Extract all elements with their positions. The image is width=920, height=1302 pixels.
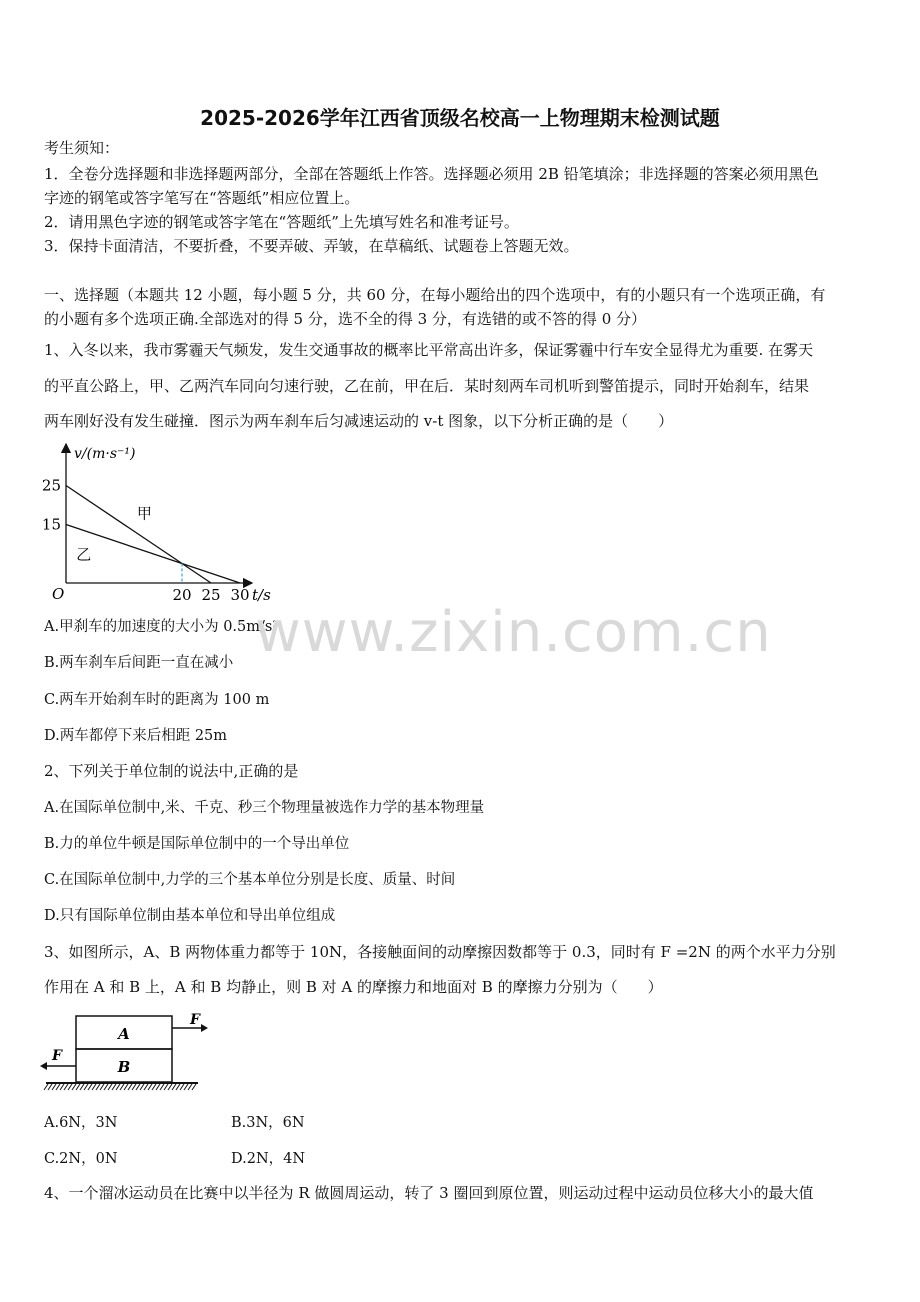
ground-hatch [84,1084,88,1090]
ground-hatch [176,1084,180,1090]
notice-line-3: 2．请用黑色字迹的钢笔或答字笔在“答题纸”上先填写姓名和准考证号。 [44,213,519,231]
q1-stem-line-3: 两车刚好没有发生碰撞．图示为两车刹车后匀减速运动的 v-t 图象，以下分析正确的是（ ） [44,412,674,430]
ground-hatch [88,1084,92,1090]
ground-hatch [156,1084,160,1090]
vt-chart [40,438,280,608]
y-tick-label: 15 [41,515,61,534]
notice-line-2: 字迹的钢笔或答字笔写在“答题纸”相应位置上。 [44,189,360,207]
q2-option-b: B.力的单位牛顿是国际单位制中的一个导出单位 [44,836,350,852]
notice-line-1: 1．全卷分选择题和非选择题两部分，全部在答题纸上作答。选择题必须用 2B 铅笔填涂；非选择题的答案必须用黑色 [44,165,819,183]
q2-option-a: A.在国际单位制中,米、千克、秒三个物理量被选作力学的基本物理量 [44,800,485,816]
series-label-1: 甲 [136,504,152,523]
page-title: 2025-2026学年江西省顶级名校高一上物理期末检测试题 [200,106,720,130]
series-label-2: 乙 [76,545,92,564]
ground-hatch [112,1084,116,1090]
ground-hatch [172,1084,176,1090]
watermark: www.zixin.com.cn [255,600,772,665]
block-b-label: B [117,1058,131,1076]
q1-option-d: D.两车都停下来后相距 25m [44,728,228,744]
y-axis-label: v/(m·s⁻¹) [74,446,136,462]
x-axis-label: t/s [252,586,271,604]
ground-hatch [52,1084,56,1090]
q2-stem: 2、下列关于单位制的说法中,正确的是 [44,762,299,780]
notice-line-4: 3．保持卡面清洁，不要折叠，不要弄破、弄皱，在草稿纸、试题卷上答题无效。 [44,237,579,255]
q3-stem-line-2: 作用在 A 和 B 上，A 和 B 均静止，则 B 对 A 的摩擦力和地面对 B 的摩擦力分别为（ ） [44,978,663,996]
ground-hatch [60,1084,64,1090]
ground-hatch [72,1084,76,1090]
ground-hatch [76,1084,80,1090]
ground-hatch [136,1084,140,1090]
series-line-1 [66,486,211,584]
ground-hatch [100,1084,104,1090]
q1-option-c: C.两车开始刹车时的距离为 100 m [44,692,270,708]
ground-hatch [80,1084,84,1090]
ground-hatch [92,1084,96,1090]
q3-option-a: A.6N，3N [44,1115,118,1131]
q3-stem-line-1: 3、如图所示，A、B 两物体重力都等于 10N，各接触面间的动摩擦因数都等于 0.3，同时有 F =2N 的两个水平力分别 [44,943,836,961]
ground-hatch [116,1084,120,1090]
q3-option-d: D.2N，4N [231,1151,306,1167]
q3-option-b: B.3N，6N [231,1115,305,1131]
ground-hatch [56,1084,60,1090]
q1-option-b: B.两车刹车后间距一直在减小 [44,655,234,671]
ground-hatch [124,1084,128,1090]
ground-hatch [164,1084,168,1090]
y-tick-label: 25 [41,476,61,495]
section-heading-line-2: 的小题有多个选项正确.全部选对的得 5 分，选不全的得 3 分，有选错的或不答的得 0 分） [44,310,647,328]
ground-hatch [96,1084,100,1090]
ground-hatch [120,1084,124,1090]
q2-option-c: C.在国际单位制中,力学的三个基本单位分别是长度、质量、时间 [44,872,456,888]
ground-hatch [68,1084,72,1090]
force-label-top: F [190,1012,200,1028]
q1-option-a: A.甲刹车的加速度的大小为 0.5m/s² [44,619,279,635]
x-tick-label: 25 [201,586,221,604]
ground-hatch [160,1084,164,1090]
blocks-figure [38,1008,213,1096]
q1-stem-line-2: 的平直公路上，甲、乙两汽车同向匀速行驶，乙在前，甲在后．某时刻两车司机听到警笛提示，同时开始刹车，结果 [44,377,810,395]
ground-hatch [180,1084,184,1090]
ground-hatch [152,1084,156,1090]
block-a-label: A [118,1025,130,1043]
ground-hatch [104,1084,108,1090]
notice-heading: 考生须知： [44,139,120,157]
ground-hatch [132,1084,136,1090]
ground-hatch [144,1084,148,1090]
ground-hatch [48,1084,52,1090]
ground-hatch [64,1084,68,1090]
ground-hatch [140,1084,144,1090]
ground-hatch [192,1084,196,1090]
section-heading-line-1: 一、选择题（本题共 12 小题，每小题 5 分，共 60 分，在每小题给出的四个选项中，有的小题只有一个选项正确，有 [44,286,826,304]
ground-hatch [128,1084,132,1090]
q1-stem-line-1: 1、入冬以来，我市雾霾天气频发，发生交通事故的概率比平常高出许多，保证雾霾中行车安全显得尤为重要. 在雾天 [44,341,814,359]
ground-hatch [108,1084,112,1090]
q3-option-c: C.2N，0N [44,1151,118,1167]
force-label-bottom: F [52,1048,62,1064]
ground-hatch [184,1084,188,1090]
q2-option-d: D.只有国际单位制由基本单位和导出单位组成 [44,908,336,924]
ground-hatch [148,1084,152,1090]
x-tick-label: 30 [230,586,250,604]
origin-label: O [52,585,65,603]
q4-stem: 4、一个溜冰运动员在比赛中以半径为 R 做圆周运动，转了 3 圈回到原位置，则运动过程中运动员位移大小的最大值 [44,1184,814,1202]
x-tick-label: 20 [172,586,192,604]
series-line-2 [66,525,240,584]
ground-hatch [44,1084,48,1090]
ground-hatch [168,1084,172,1090]
ground-hatch [188,1084,192,1090]
